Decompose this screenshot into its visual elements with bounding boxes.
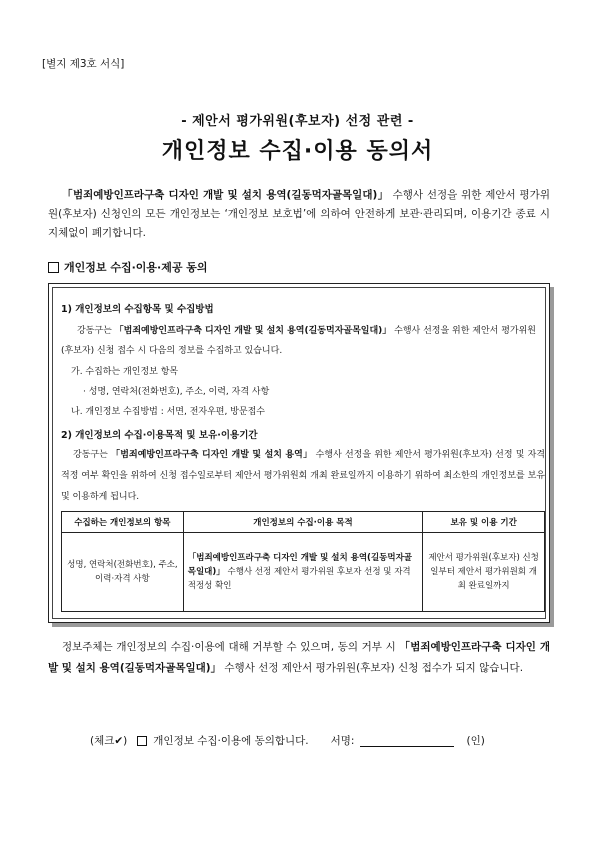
- table-header: 수집하는 개인정보의 항목: [62, 512, 184, 533]
- consent-info-box: [48, 283, 550, 623]
- table-cell-period: 제안서 평가위원(후보자) 신청일부터 제안서 평가위원회 개최 완료일까지: [423, 533, 545, 612]
- signature-field[interactable]: [360, 735, 454, 747]
- table-header: 개인정보의 수집·이용 목적: [183, 512, 422, 533]
- section-title: 개인정보 수집·이용·제공 동의: [64, 261, 208, 274]
- outro-paragraph: [48, 637, 550, 679]
- intro-project-name: 「범죄예방인프라구축 디자인 개발 및 설치 용역(길동먹자골목일대)」: [62, 189, 389, 201]
- outro-prefix: 정보주체는 개인정보의 수집·이용에 대해 거부할 수 있으며, 동의 거부 시: [62, 641, 400, 653]
- section1-prefix: 강동구는: [77, 326, 115, 336]
- collected-items-label: 가. 수집하는 개인정보 항목: [71, 367, 179, 377]
- table-header-row: [62, 512, 545, 533]
- section1-project: 「범죄예방인프라구축 디자인 개발 및 설치 용역(길동먹자골목일대)」: [114, 326, 392, 336]
- section2-project: 「범죄예방인프라구축 디자인 개발 및 설치 용역」: [110, 450, 313, 460]
- section2-paragraph: [61, 445, 545, 508]
- intro-text: 수행사 선정을 위한 제안서 평가위원(후보자) 신청인의 모든 개인정보는 ‘개인정보 보호법’에 의하여 안전하게 보관·관리되며, 이용기간 종료 시 지체없이 폐기합니다.: [48, 189, 550, 239]
- table-cell-items: 성명, 연락처(전화번호), 주소, 이력·자격 사항: [62, 533, 184, 612]
- section-heading: [48, 259, 208, 275]
- document-title: 개인정보 수집·이용 동의서: [161, 139, 434, 164]
- seal-mark: (인): [466, 735, 485, 747]
- section2-heading: 2) 개인정보의 수집·이용목적 및 보유·이용기간: [61, 430, 258, 441]
- section1-heading: 1) 개인정보의 수집항목 및 수집방법: [61, 304, 214, 315]
- table-row: [62, 533, 545, 612]
- table-cell-purpose: [183, 533, 422, 612]
- agree-statement: 개인정보 수집·이용에 동의합니다.: [153, 735, 309, 747]
- collected-items-detail: · 성명, 연락처(전화번호), 주소, 이력, 자격 사항: [83, 387, 270, 397]
- square-bullet-icon: [48, 262, 59, 273]
- outro-suffix: 수행사 선정 제안서 평가위원(후보자) 신청 접수가 되지 않습니다.: [221, 662, 524, 674]
- agree-checkbox[interactable]: [137, 736, 147, 746]
- agreement-row: [90, 733, 485, 748]
- section2-suffix: 수행사 선정을 위한 제안서 평가위원(후보자) 선정 및 자격 적정 여부 확인을 위하여 신청 접수일로부터 제안서 평가위원회 개최 완료일까지 이용하기 위하여 최소한의 개인정보를 보유 및 이용하게 됩니다.: [61, 450, 546, 502]
- collection-method: 나. 개인정보 수집방법 : 서면, 전자우편, 방문접수: [71, 407, 265, 417]
- section2-prefix: 강동구는: [73, 450, 111, 460]
- form-number: [별지 제3호 서식]: [42, 58, 125, 70]
- table-header: 보유 및 이용 기간: [423, 512, 545, 533]
- consent-table: [61, 511, 545, 612]
- document-subtitle: - 제안서 평가위원(후보자) 선정 관련 -: [181, 114, 414, 129]
- purpose-text: 수행사 선정 제안서 평가위원 후보자 선정 및 자격 적정성 확인: [187, 567, 411, 591]
- intro-paragraph: [48, 186, 550, 243]
- purpose-project: 「범죄예방인프라구축 디자인 개발 및 설치 용역(길동먹자골목일대)」: [187, 553, 412, 577]
- section1-paragraph: [61, 321, 545, 361]
- signature-label: 서명:: [330, 735, 355, 747]
- consent-info-inner: [52, 287, 546, 619]
- outro-project: 「범죄예방인프라구축 디자인 개발 및 설치 용역(길동먹자골목일대)」: [48, 641, 550, 674]
- check-instruction: (체크✔): [90, 735, 128, 747]
- section1-suffix: 수행사 선정을 위한 제안서 평가위원 (후보자) 신청 접수 시 다음의 정보를 수집하고 있습니다.: [61, 326, 536, 356]
